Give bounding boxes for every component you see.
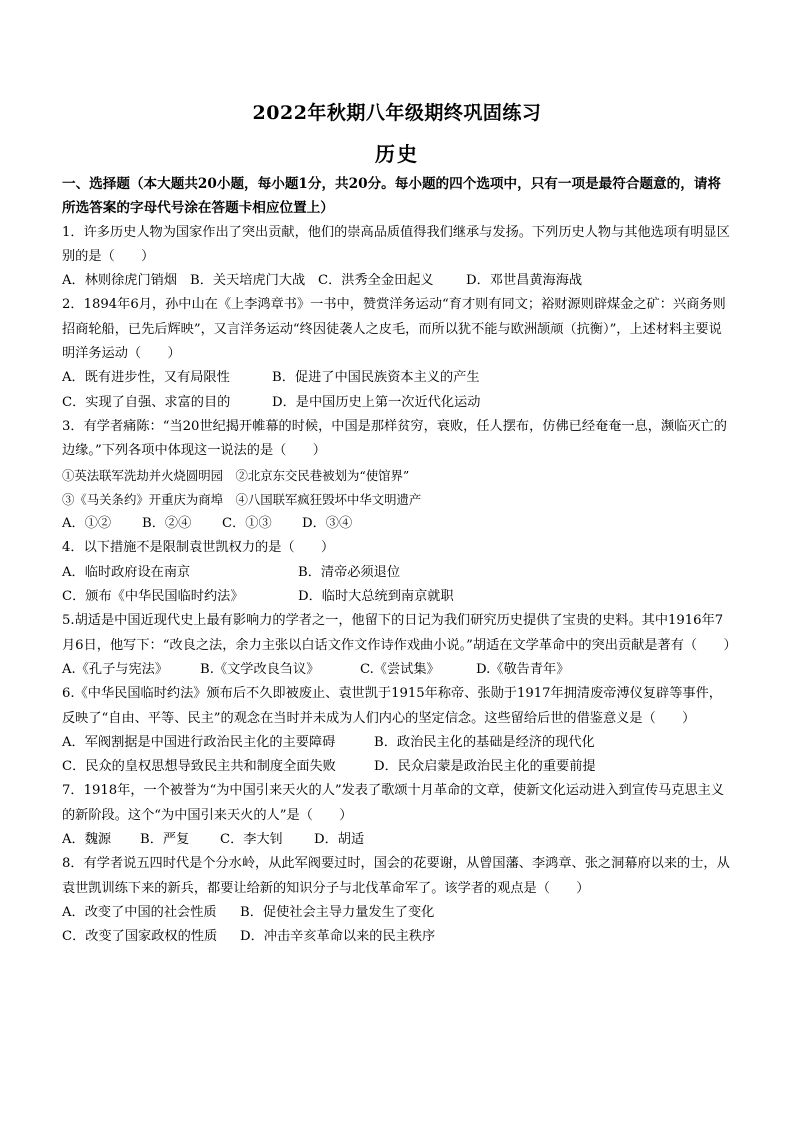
question-2-options-row2 xyxy=(62,391,734,415)
question-7-options xyxy=(62,828,734,852)
question-4-options-row1 xyxy=(62,561,734,585)
question-8-stem: 8．有学者说五四时代是个分水岭，从此军阀要过时，国会的花要谢，从曾国藩、李鸿章、张之洞幕府以来的士，从袁世凯训练下来的新兵，都要让给新的知识分子与北伐革命军了。该学者的观点是（ ） xyxy=(62,856,730,896)
question-5-option-d: D.《敬告青年》 xyxy=(476,661,570,677)
question-6-option-c: C．民众的皇权思想导致民主共和制度全面失败 xyxy=(62,759,336,775)
question-6-options-row2 xyxy=(62,755,734,779)
question-3-option-c: C．①③ xyxy=(222,516,272,532)
exam-subject: 历史 xyxy=(375,142,419,166)
question-3-item-1: ①英法联军洗劫并火烧圆明园 ②北京东交民巷被划为“使馆界” xyxy=(62,467,410,483)
question-4-option-d: D．临时大总统到南京就职 xyxy=(298,589,454,605)
question-5-option-c: C.《尝试集》 xyxy=(360,661,440,677)
question-2-option-c: C．实现了自强、求富的目的 xyxy=(62,394,231,410)
question-2-options-row1 xyxy=(62,366,734,390)
question-7-option-a: A．魏源 xyxy=(62,832,112,848)
question-6-option-b: B．政治民主化的基础是经济的现代化 xyxy=(374,734,595,750)
question-3-option-d: D．③④ xyxy=(302,516,353,532)
question-3-options xyxy=(62,512,734,536)
question-6-stem: 6.《中华民国临时约法》颁布后不久即被废止、袁世凯于1915年称帝、张勋于1917年拥清废帝溥仪复辟等事件，反映了“自由、平等、民主”的观念在当时并未成为人们内心的坚定信念。这些留给后世的借鉴意义是（ ） xyxy=(62,686,722,726)
question-7-option-d: D．胡适 xyxy=(314,832,365,848)
question-5-option-b: B.《文学改良刍议》 xyxy=(200,661,320,677)
question-7-option-b: B．严复 xyxy=(140,832,190,848)
question-6-option-a: A．军阀割据是中国进行政治民主化的主要障碍 xyxy=(62,734,336,750)
question-4-options-row2 xyxy=(62,585,734,609)
question-5-option-a: A.《孔子与宪法》 xyxy=(62,661,169,677)
question-2-option-a: A．既有进步性，又有局限性 xyxy=(62,370,230,386)
question-8-option-d: D．冲击辛亥革命以来的民主秩序 xyxy=(240,929,436,945)
question-3-item-2: ③《马关条约》开重庆为商埠 ④八国联军疯狂毁坏中华文明遗产 xyxy=(62,491,422,507)
question-8-options-row2 xyxy=(62,925,734,949)
exam-content xyxy=(62,172,737,950)
question-6-options-row1 xyxy=(62,731,734,755)
question-7-stem: 7．1918年，一个被誉为“为中国引来天火的人”发表了歌颂十月革命的文章，使新文化运动进入到宣传马克思主义的新阶段。这个“为中国引来天火的人”是（ ） xyxy=(62,783,725,823)
question-2-option-b: B．促进了中国民族资本主义的产生 xyxy=(272,370,480,386)
question-4-option-c: C．颁布《中华民国临时约法》 xyxy=(62,589,244,605)
exam-title: 2022年秋期八年级期终巩固练习 xyxy=(252,102,542,124)
question-4-option-b: B．清帝必须退位 xyxy=(298,564,401,580)
question-3-option-a: A．①② xyxy=(62,516,112,532)
question-1-option-c: C．洪秀全金田起义 xyxy=(318,273,434,289)
question-1-option-b: B．关天培虎门大战 xyxy=(190,273,306,289)
question-3-option-b: B．②④ xyxy=(142,516,192,532)
question-8-option-b: B．促使社会主导力量发生了变化 xyxy=(240,904,435,920)
question-1-option-a: A．林则徐虎门销烟 xyxy=(62,273,178,289)
question-1-options xyxy=(62,269,734,293)
question-8-option-c: C．改变了国家政权的性质 xyxy=(62,929,218,945)
question-5-options xyxy=(62,658,734,682)
question-5-stem: 5.胡适是中国近现代史上最有影响力的学者之一，他留下的日记为我们研究历史提供了宝贵的史料。其中1916年7月6日，他写下：“改良之法，余力主张以白话文作文作诗作戏曲小说。”胡适在文学革命中的突出贡献是著有（ ） xyxy=(62,613,737,653)
question-4-stem: 4．以下措施不是限制袁世凯权力的是（ ） xyxy=(62,540,335,556)
question-8-options-row1 xyxy=(62,901,734,925)
section-heading: 一、选择题（本大题共20小题，每小题1分，共20分。每小题的四个选项中，只有一项是最符合题意的，请将所选答案的字母代号涂在答题卡相应位置上） xyxy=(62,176,722,217)
question-1-stem: 1．许多历史人物为国家作出了突出贡献，他们的崇高品质值得我们继承与发扬。下列历史人物与其他选项有明显区别的是（ ） xyxy=(62,224,730,264)
question-7-option-c: C．李大钊 xyxy=(220,832,283,848)
question-2-stem: 2．1894年6月，孙中山在《上李鸿章书》一书中，赞赏洋务运动“育才则有同文；裕财源则辟煤金之矿：兴商务则招商轮船，已先后辉映”，又言洋务运动“终因徒袭人之皮毛，而所以犹不能与欧洲颉颃（抗衡）”，上述材料主要说明洋务运动（ ） xyxy=(62,297,726,362)
question-1-option-d: D．邓世昌黄海海战 xyxy=(466,273,583,289)
question-6-option-d: D．民众启蒙是政治民主化的重要前提 xyxy=(374,759,596,775)
question-4-option-a: A．临时政府设在南京 xyxy=(62,564,191,580)
question-2-option-d: D．是中国历史上第一次近代化运动 xyxy=(272,394,481,410)
question-8-option-a: A．改变了中国的社会性质 xyxy=(62,904,217,920)
question-3-stem: 3．有学者痛陈：“当20世纪揭开帷幕的时候，中国是那样贫穷，衰败，任人摆布，仿佛已经奄奄一息，濒临灭亡的边缘。”下列各项中体现这一说法的是（ ） xyxy=(62,418,727,459)
